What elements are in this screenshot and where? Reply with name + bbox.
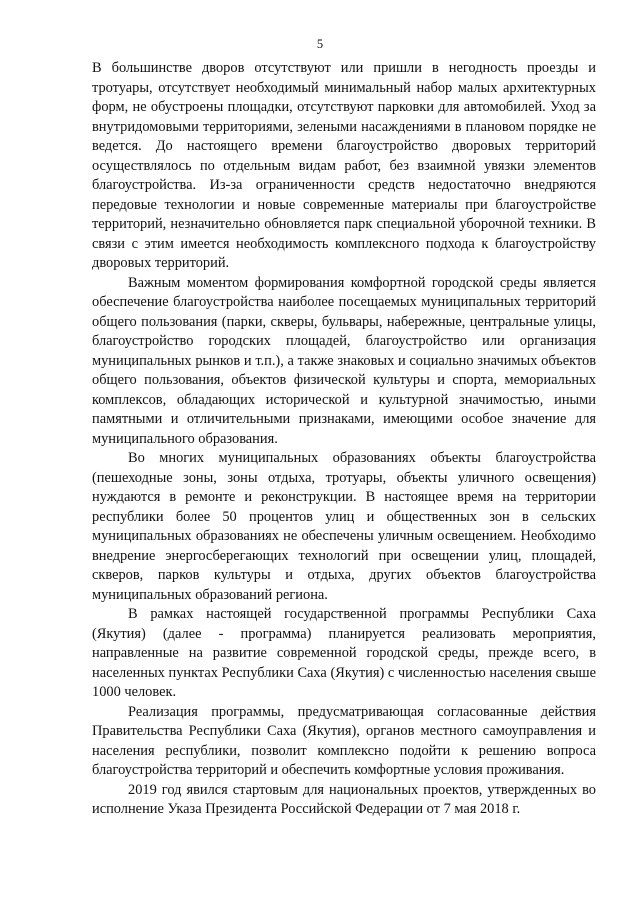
paragraph-municipal-facilities: Во многих муниципальных образованиях объекты благоустройства (пешеходные зоны, зоны отдыха, тротуары, объекты уличного освещения) нуждаются в ремонте и реконструкции. В настоящее время на территории республики более 50 процентов улиц и общественных зон в сельских муниципальных образованиях не обеспечены уличным освещением. Необходимо внедрение энергосберегающих технологий при освещении улиц, площадей, скверов, парков культуры и отдыха, других объектов благоустройства муниципальных образований региона. xyxy=(92,450,596,603)
body-text xyxy=(92,59,596,820)
page-number: 5 xyxy=(316,37,324,51)
paragraph-program-scope: В рамках настоящей государственной программы Республики Саха (Якутия) (далее - программа) планируется реализовать мероприятия, направленные на развитие современной городской среды, прежде всего, в населенных пунктах Республики Саха (Якутия) с численностью населения свыше 1000 человек. xyxy=(92,606,596,700)
paragraph-courtyards: В большинстве дворов отсутствуют или пришли в негодность проезды и тротуары, отсутствует необходимый минимальный набор малых архитектурных форм, не обустроены площадки, отсутствуют парковки для автомобилей. Уход за внутридомовыми территориями, зелеными насаждениями в плановом порядке не ведется. До настоящего времени благоустройство дворовых территорий осуществлялось по отдельным видам работ, без взаимной увязки элементов благоустройства. Из-за ограниченности средств недостаточно внедряются передовые технологии и новые современные материалы при благоустройстве территорий, незначительно обновляется парк специальной уборочной техники. В связи с этим имеется необходимость комплексного подхода к благоустройству дворовых территорий. xyxy=(92,60,596,271)
paragraph-urban-environment: Важным моментом формирования комфортной городской среды является обеспечение благоустройства наиболее посещаемых муниципальных территорий общего пользования (парки, скверы, бульвары, набережные, центральные улицы, благоустройство городских площадей, благоустройство или организация муниципальных рынков и т.п.), а также знаковых и социально значимых объектов общего пользования, объектов физической культуры и спорта, мемориальных комплексов, обладающих исторической и культурной значимостью, иными памятными и отличительными признаками, имеющими особое значение для муниципального образования. xyxy=(92,274,596,447)
paragraph-national-projects: 2019 год явился стартовым для национальных проектов, утвержденных во исполнение Указа Президента Российской Федерации от 7 мая 2018 г. xyxy=(92,781,596,817)
paragraph-program-implementation: Реализация программы, предусматривающая согласованные действия Правительства Республики Саха (Якутия), органов местного самоуправления и населения республики, позволит комплексно подойти к решению вопроса благоустройства территорий и обеспечить комфортные условия проживания. xyxy=(92,703,596,778)
